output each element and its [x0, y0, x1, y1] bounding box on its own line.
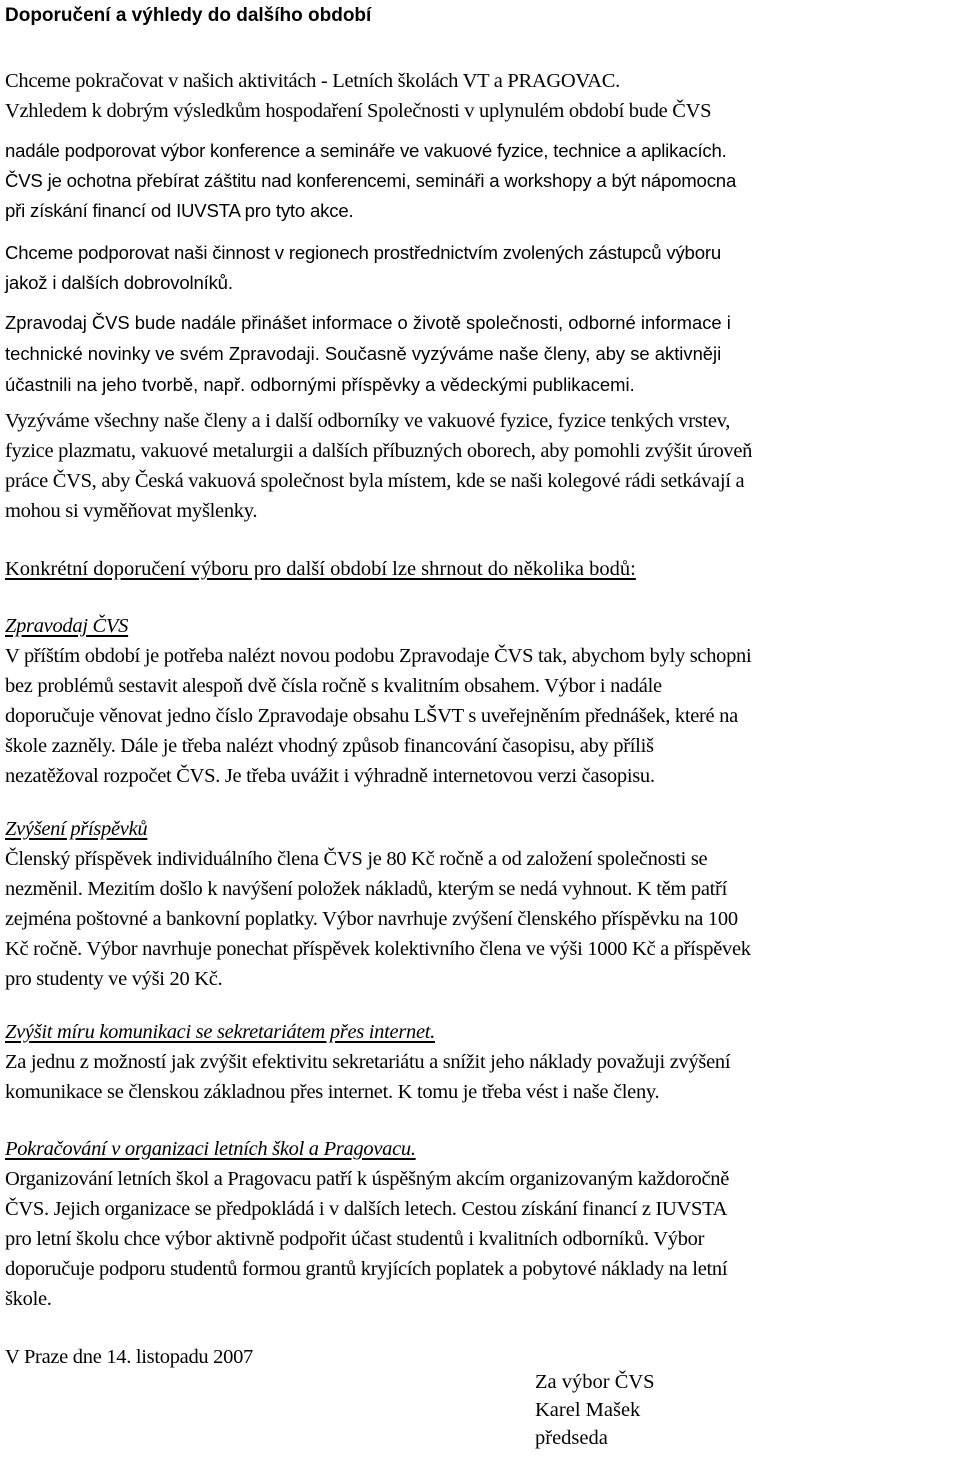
- text-line: bez problémů sestavit alespoň dvě čísla ročně s kvalitním obsahem. Výbor i nadále: [5, 675, 662, 697]
- text-line: jakož i dalších dobrovolníků.: [5, 272, 233, 293]
- text-line: pro letní školu chce výbor aktivně podpořit účast studentů i kvalitních odborníků. Výbor: [5, 1228, 705, 1250]
- text-line: Chceme podporovat naši činnost v regionech prostřednictvím zvolených zástupců výboru: [5, 242, 721, 263]
- text-line: pro studenty ve výši 20 Kč.: [5, 968, 223, 990]
- section-heading: Zvýšení příspěvků: [5, 818, 148, 840]
- text-line: zejména poštovné a bankovní poplatky. Výbor navrhuje zvýšení členského příspěvku na 100: [5, 908, 738, 930]
- intro-paragraph-continued: [5, 136, 960, 166]
- text-line: Organizování letních škol a Pragovacu patří k úspěšným akcím organizovaným každoročně: [5, 1168, 730, 1190]
- sponsorship-paragraph: [5, 166, 960, 226]
- text-line: nezatěžoval rozpočet ČVS. Je třeba uvážit i výhradně internetovou verzi časopisu.: [5, 765, 655, 787]
- text-line: škole.: [5, 1288, 52, 1310]
- document-title: Doporučení a výhledy do dalšího období: [5, 5, 372, 26]
- section-heading: Zvýšit míru komunikaci se sekretariátem přes internet.: [5, 1021, 435, 1043]
- signatory-name: Karel Mašek: [535, 1399, 641, 1421]
- text-line: Vzhledem k dobrým výsledkům hospodaření Společnosti v uplynulém období bude ČVS: [5, 100, 712, 122]
- date-line: V Praze dne 14. listopadu 2007: [5, 1346, 253, 1368]
- text-line: Členský příspěvek individuálního člena ČVS je 80 Kč ročně a od založení společnosti se: [5, 848, 708, 870]
- text-line: Vyzýváme všechny naše členy a i další odborníky ve vakuové fyzice, fyzice tenkých vrstev,: [5, 410, 731, 432]
- text-line: Kč ročně. Výbor navrhuje ponechat příspěvek kolektivního člena ve výši 1000 Kč a příspěvek: [5, 938, 751, 960]
- text-line: komunikace se členskou základnou přes internet. K tomu je třeba vést i naše členy.: [5, 1081, 660, 1103]
- text-line: nezměnil. Mezitím došlo k navýšení položek nákladů, kterým se nedá vyhnout. K těm patří: [5, 878, 727, 900]
- section-communication: [5, 1017, 960, 1107]
- text-line: Chceme pokračovat v našich aktivitách - Letních školách VT a PRAGOVAC.: [5, 70, 620, 92]
- section-heading: Pokračování v organizaci letních škol a Pragovacu.: [5, 1138, 416, 1160]
- bulletin-paragraph: [5, 307, 960, 400]
- text-line: technické novinky ve svém Zpravodaji. Současně vyzýváme naše členy, aby se aktivněji: [5, 343, 722, 364]
- text-line: ČVS je ochotna přebírat záštitu nad konferencemi, semináři a workshopy a být nápomocna: [5, 170, 737, 191]
- section-fees: [5, 814, 960, 994]
- text-line: při získání financí od IUVSTA pro tyto akce.: [5, 200, 354, 221]
- text-line: doporučuje věnovat jedno číslo Zpravodaje obsahu LŠVT s uveřejněním přednášek, které na: [5, 705, 738, 727]
- signature-block: [535, 1368, 835, 1452]
- text-line: nadále podporovat výbor konference a semináře ve vakuové fyzice, technice a aplikacích.: [5, 140, 727, 161]
- signature-line: Za výbor ČVS: [535, 1371, 655, 1393]
- call-paragraph: [5, 406, 960, 526]
- signatory-role: předseda: [535, 1427, 608, 1449]
- text-line: účastnili na jeho tvorbě, např. odbornými příspěvky a vědeckými publikacemi.: [5, 374, 635, 395]
- section-summer-schools: [5, 1134, 960, 1314]
- section-bulletin: [5, 611, 960, 791]
- text-line: práce ČVS, aby Česká vakuová společnost byla místem, kde se naši kolegové rádi setkávají a: [5, 470, 745, 492]
- text-line: doporučuje podporu studentů formou grantů kryjících poplatek a pobytové náklady na letní: [5, 1258, 728, 1280]
- intro-paragraph: [5, 66, 960, 126]
- text-line: ČVS. Jejich organizace se předpokládá i v dalších letech. Cestou získání financí z IUVSTA: [5, 1198, 728, 1220]
- recommendations-heading: Konkrétní doporučení výboru pro další období lze shrnout do několika bodů:: [5, 558, 636, 580]
- text-line: Zpravodaj ČVS bude nadále přinášet informace o životě společnosti, odborné informace i: [5, 312, 731, 333]
- text-line: Za jednu z možností jak zvýšit efektivitu sekretariátu a snížit jeho náklady považuji zvýšení: [5, 1051, 731, 1073]
- regions-paragraph: [5, 238, 960, 298]
- section-heading: Zpravodaj ČVS: [5, 615, 129, 637]
- text-line: V příštím období je potřeba nalézt novou podobu Zpravodaje ČVS tak, abychom byly schopni: [5, 645, 752, 667]
- text-line: mohou si vyměňovat myšlenky.: [5, 500, 258, 522]
- text-line: škole zazněly. Dále je třeba nalézt vhodný způsob financování časopisu, aby příliš: [5, 735, 654, 757]
- text-line: fyzice plazmatu, vakuové metalurgii a dalších příbuzných oborech, aby pomohli zvýšit úroveň: [5, 440, 753, 462]
